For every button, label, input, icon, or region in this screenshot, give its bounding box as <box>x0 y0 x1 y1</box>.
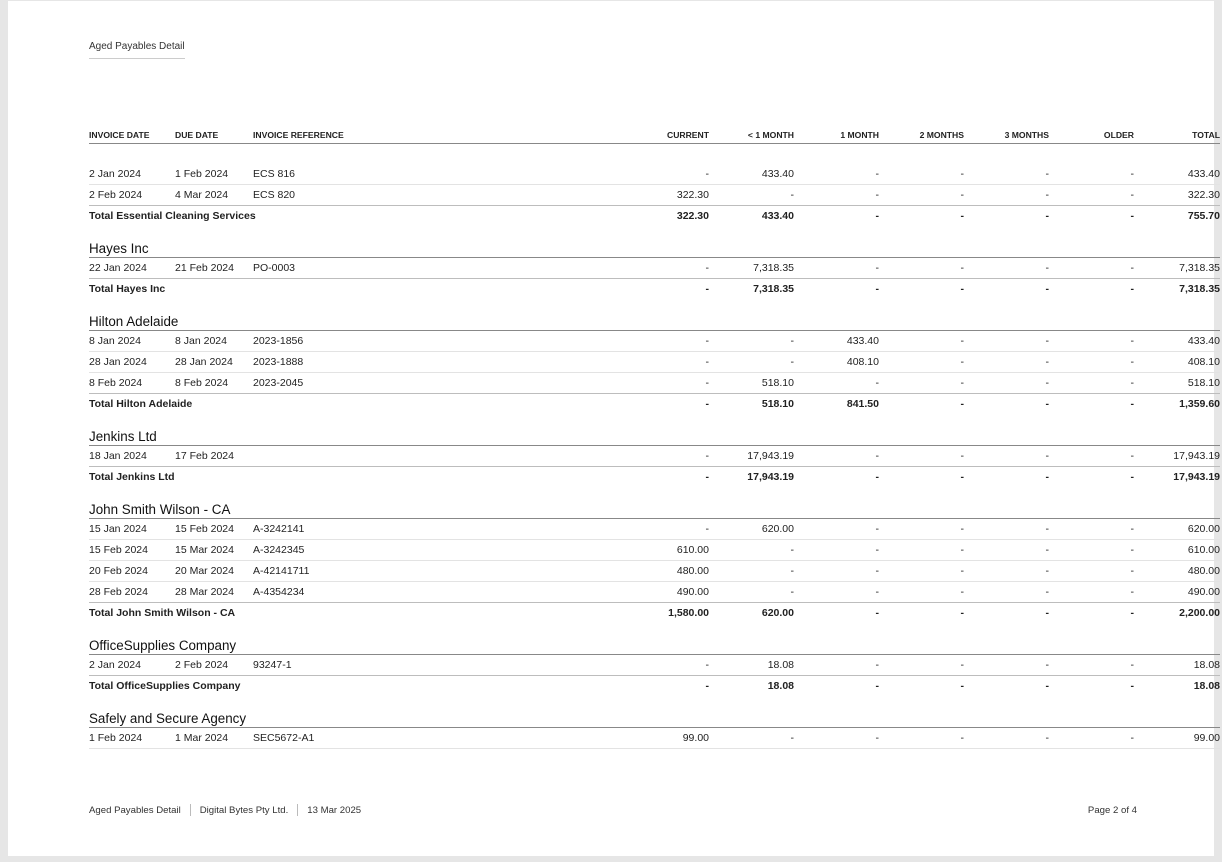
cell-current: 490.00 <box>624 582 709 603</box>
cell-1-month: - <box>794 446 879 467</box>
total-cell-2-months: - <box>960 471 964 483</box>
col-header-spacer <box>383 127 624 144</box>
footer-date: 13 Mar 2025 <box>307 804 362 816</box>
supplier-name: Hayes Inc <box>89 237 1220 258</box>
cell-2-months: - <box>879 582 964 603</box>
table-body <box>89 144 1220 749</box>
cell-2-months: - <box>879 352 964 373</box>
total-cell-current: 322.30 <box>676 210 709 222</box>
total-cell-2-months: - <box>960 398 964 410</box>
supplier-name: Hilton Adelaide <box>89 310 1220 331</box>
total-cell-total: 755.70 <box>1187 210 1220 222</box>
cell-older: - <box>1049 258 1134 279</box>
cell-2-months: - <box>879 519 964 540</box>
group-gap <box>89 696 1220 707</box>
cell-invoice-date: 8 Feb 2024 <box>89 373 175 394</box>
cell-spacer <box>383 540 624 561</box>
cell-1-month: 408.10 <box>794 352 879 373</box>
cell-older: - <box>1049 728 1134 749</box>
cell-spacer <box>383 561 624 582</box>
supplier-header-row <box>89 634 1220 655</box>
cell-2-months: - <box>879 331 964 352</box>
cell-total: 490.00 <box>1134 582 1220 603</box>
table-row <box>89 561 1220 582</box>
total-cell-current: - <box>705 398 709 410</box>
cell-1-month: 433.40 <box>794 331 879 352</box>
cell-invoice-date: 28 Feb 2024 <box>89 582 175 603</box>
cell-less-1-month: - <box>709 185 794 206</box>
cell-3-months: - <box>964 331 1049 352</box>
cell-1-month: - <box>794 561 879 582</box>
cell-current: - <box>624 373 709 394</box>
total-cell-3-months: - <box>1045 398 1049 410</box>
total-cell-older: - <box>1130 210 1134 222</box>
total-label: Total John Smith Wilson - CA <box>89 607 236 619</box>
cell-3-months: - <box>964 373 1049 394</box>
cell-total: 322.30 <box>1134 185 1220 206</box>
cell-spacer <box>383 331 624 352</box>
table-row <box>89 519 1220 540</box>
cell-current: - <box>624 446 709 467</box>
total-cell-total: 18.08 <box>1193 680 1220 692</box>
total-label: Total Hayes Inc <box>89 283 166 295</box>
total-cell-older: - <box>1130 680 1134 692</box>
cell-1-month: - <box>794 540 879 561</box>
cell-current: - <box>624 655 709 676</box>
cell-due-date: 21 Feb 2024 <box>175 258 253 279</box>
cell-less-1-month: 518.10 <box>709 373 794 394</box>
table-row <box>89 446 1220 467</box>
cell-due-date: 2 Feb 2024 <box>175 655 253 676</box>
total-cell-older: - <box>1130 607 1134 619</box>
col-header-invoice-reference: INVOICE REFERENCE <box>253 127 383 144</box>
cell-invoice-reference: PO-0003 <box>253 258 383 279</box>
cell-less-1-month: 18.08 <box>709 655 794 676</box>
cell-due-date: 8 Feb 2024 <box>175 373 253 394</box>
supplier-header-row <box>89 425 1220 446</box>
cell-spacer <box>383 519 624 540</box>
cell-invoice-reference: A-4354234 <box>253 582 383 603</box>
table-row <box>89 258 1220 279</box>
cell-invoice-date: 18 Jan 2024 <box>89 446 175 467</box>
table-row <box>89 540 1220 561</box>
cell-invoice-reference: ECS 816 <box>253 164 383 185</box>
cell-due-date: 15 Feb 2024 <box>175 519 253 540</box>
cell-older: - <box>1049 352 1134 373</box>
cell-1-month: - <box>794 519 879 540</box>
total-cell-less-1-month: 7,318.35 <box>753 283 794 295</box>
gap-cell <box>89 623 1220 634</box>
cell-2-months: - <box>879 258 964 279</box>
cell-invoice-reference: SEC5672-A1 <box>253 728 383 749</box>
cell-2-months: - <box>879 185 964 206</box>
cell-spacer <box>383 185 624 206</box>
cell-due-date: 1 Feb 2024 <box>175 164 253 185</box>
cell-total: 408.10 <box>1134 352 1220 373</box>
cell-older: - <box>1049 561 1134 582</box>
cell-3-months: - <box>964 519 1049 540</box>
cell-invoice-reference: 2023-2045 <box>253 373 383 394</box>
cell-current: - <box>624 352 709 373</box>
cell-2-months: - <box>879 373 964 394</box>
total-cell-less-1-month: 433.40 <box>761 210 794 222</box>
cell-1-month: - <box>794 258 879 279</box>
page-footer <box>89 804 1137 816</box>
cell-older: - <box>1049 373 1134 394</box>
col-header-due-date: DUE DATE <box>175 127 253 144</box>
table-row <box>89 373 1220 394</box>
cell-3-months: - <box>964 185 1049 206</box>
total-cell-3-months: - <box>1045 471 1049 483</box>
group-total-row <box>89 394 1220 415</box>
cell-total: 620.00 <box>1134 519 1220 540</box>
supplier-header-row <box>89 498 1220 519</box>
cell-less-1-month: 7,318.35 <box>709 258 794 279</box>
cell-2-months: - <box>879 540 964 561</box>
supplier-header-row <box>89 310 1220 331</box>
group-gap <box>89 299 1220 310</box>
supplier-name: Jenkins Ltd <box>89 425 1220 446</box>
cell-invoice-reference: ECS 820 <box>253 185 383 206</box>
footer-divider <box>190 804 191 816</box>
group-total-row <box>89 206 1220 227</box>
group-gap <box>89 623 1220 634</box>
cell-less-1-month: - <box>709 540 794 561</box>
supplier-header-row <box>89 237 1220 258</box>
group-gap <box>89 414 1220 425</box>
group-total-row <box>89 676 1220 697</box>
total-label: Total OfficeSupplies Company <box>89 680 241 692</box>
cell-older: - <box>1049 655 1134 676</box>
cell-due-date: 28 Mar 2024 <box>175 582 253 603</box>
cell-current: 99.00 <box>624 728 709 749</box>
cell-3-months: - <box>964 540 1049 561</box>
table-header-row <box>89 127 1220 144</box>
total-cell-older: - <box>1130 471 1134 483</box>
cell-due-date: 1 Mar 2024 <box>175 728 253 749</box>
cell-less-1-month: - <box>709 352 794 373</box>
table-row <box>89 185 1220 206</box>
cell-older: - <box>1049 446 1134 467</box>
cell-less-1-month: - <box>709 561 794 582</box>
aged-payables-table <box>89 127 1220 749</box>
total-cell-total: 2,200.00 <box>1179 607 1220 619</box>
total-cell-total: 7,318.35 <box>1179 283 1220 295</box>
cell-older: - <box>1049 331 1134 352</box>
total-cell-less-1-month: 18.08 <box>767 680 794 692</box>
total-cell-1-month: - <box>875 680 879 692</box>
cell-due-date: 20 Mar 2024 <box>175 561 253 582</box>
total-cell-less-1-month: 518.10 <box>761 398 794 410</box>
group-gap <box>89 487 1220 498</box>
cell-1-month: - <box>794 582 879 603</box>
cell-spacer <box>383 655 624 676</box>
cell-total: 17,943.19 <box>1134 446 1220 467</box>
table-row <box>89 582 1220 603</box>
table-row <box>89 331 1220 352</box>
cell-invoice-date: 20 Feb 2024 <box>89 561 175 582</box>
cell-3-months: - <box>964 655 1049 676</box>
cell-older: - <box>1049 519 1134 540</box>
cell-less-1-month: 433.40 <box>709 164 794 185</box>
spacer-cell <box>89 144 1220 165</box>
cell-2-months: - <box>879 561 964 582</box>
cell-invoice-date: 8 Jan 2024 <box>89 331 175 352</box>
cell-3-months: - <box>964 728 1049 749</box>
cell-invoice-date: 22 Jan 2024 <box>89 258 175 279</box>
cell-less-1-month: 620.00 <box>709 519 794 540</box>
col-header-invoice-date: INVOICE DATE <box>89 127 175 144</box>
cell-current: - <box>624 519 709 540</box>
cell-current: 610.00 <box>624 540 709 561</box>
total-cell-1-month: - <box>875 471 879 483</box>
col-header-less-1-month: < 1 MONTH <box>709 127 794 144</box>
col-header-older: OLDER <box>1049 127 1134 144</box>
total-cell-3-months: - <box>1045 210 1049 222</box>
cell-current: - <box>624 331 709 352</box>
cell-3-months: - <box>964 258 1049 279</box>
total-cell-total: 1,359.60 <box>1179 398 1220 410</box>
total-cell-3-months: - <box>1045 607 1049 619</box>
cell-spacer <box>383 728 624 749</box>
cell-3-months: - <box>964 582 1049 603</box>
cell-invoice-reference: 2023-1856 <box>253 331 383 352</box>
footer-page-number: Page 2 of 4 <box>1087 804 1137 816</box>
cell-current: - <box>624 164 709 185</box>
table-row <box>89 655 1220 676</box>
cell-total: 610.00 <box>1134 540 1220 561</box>
total-cell-3-months: - <box>1045 283 1049 295</box>
cell-2-months: - <box>879 728 964 749</box>
cell-total: 518.10 <box>1134 373 1220 394</box>
total-cell-current: 1,580.00 <box>668 607 709 619</box>
cell-due-date: 15 Mar 2024 <box>175 540 253 561</box>
group-total-row <box>89 279 1220 300</box>
cell-invoice-reference <box>253 446 383 467</box>
cell-total: 99.00 <box>1134 728 1220 749</box>
total-cell-total: 17,943.19 <box>1173 471 1220 483</box>
col-header-3-months: 3 MONTHS <box>964 127 1049 144</box>
cell-due-date: 17 Feb 2024 <box>175 446 253 467</box>
total-cell-1-month: 841.50 <box>846 398 879 410</box>
cell-spacer <box>383 164 624 185</box>
total-cell-current: - <box>705 283 709 295</box>
col-header-1-month: 1 MONTH <box>794 127 879 144</box>
cell-2-months: - <box>879 655 964 676</box>
total-cell-1-month: - <box>875 210 879 222</box>
cell-spacer <box>383 446 624 467</box>
cell-invoice-reference: A-42141711 <box>253 561 383 582</box>
supplier-name: Safely and Secure Agency <box>89 707 1220 728</box>
cell-invoice-date: 2 Jan 2024 <box>89 655 175 676</box>
cell-spacer <box>383 582 624 603</box>
cell-invoice-date: 15 Feb 2024 <box>89 540 175 561</box>
col-header-current: CURRENT <box>624 127 709 144</box>
total-cell-older: - <box>1130 398 1134 410</box>
cell-3-months: - <box>964 561 1049 582</box>
table-row <box>89 352 1220 373</box>
col-header-total: TOTAL <box>1134 127 1220 144</box>
total-cell-3-months: - <box>1045 680 1049 692</box>
total-cell-current: - <box>705 471 709 483</box>
cell-spacer <box>383 373 624 394</box>
total-cell-less-1-month: 620.00 <box>761 607 794 619</box>
cell-total: 433.40 <box>1134 331 1220 352</box>
cell-current: - <box>624 258 709 279</box>
gap-cell <box>89 226 1220 237</box>
gap-cell <box>89 299 1220 310</box>
cell-spacer <box>383 352 624 373</box>
cell-invoice-reference: A-3242141 <box>253 519 383 540</box>
cell-invoice-reference: 93247-1 <box>253 655 383 676</box>
cell-invoice-reference: A-3242345 <box>253 540 383 561</box>
footer-report-name: Aged Payables Detail <box>89 804 181 816</box>
total-label: Total Essential Cleaning Services <box>89 210 256 222</box>
supplier-header-row <box>89 707 1220 728</box>
cell-2-months: - <box>879 164 964 185</box>
report-title: Aged Payables Detail <box>89 41 185 59</box>
supplier-name: OfficeSupplies Company <box>89 634 1220 655</box>
gap-cell <box>89 414 1220 425</box>
cell-older: - <box>1049 540 1134 561</box>
group-gap <box>89 226 1220 237</box>
cell-invoice-date: 2 Jan 2024 <box>89 164 175 185</box>
cell-total: 433.40 <box>1134 164 1220 185</box>
total-cell-current: - <box>705 680 709 692</box>
cell-total: 18.08 <box>1134 655 1220 676</box>
report-page <box>8 1 1220 856</box>
cell-2-months: - <box>879 446 964 467</box>
gap-cell <box>89 487 1220 498</box>
cell-older: - <box>1049 164 1134 185</box>
cell-due-date: 4 Mar 2024 <box>175 185 253 206</box>
cell-1-month: - <box>794 185 879 206</box>
total-cell-2-months: - <box>960 607 964 619</box>
cell-invoice-reference: 2023-1888 <box>253 352 383 373</box>
cell-less-1-month: - <box>709 331 794 352</box>
footer-company: Digital Bytes Pty Ltd. <box>199 804 289 816</box>
total-cell-2-months: - <box>960 210 964 222</box>
table-row <box>89 728 1220 749</box>
cell-3-months: - <box>964 164 1049 185</box>
footer-divider <box>297 804 298 816</box>
cell-older: - <box>1049 582 1134 603</box>
total-cell-1-month: - <box>875 607 879 619</box>
total-cell-less-1-month: 17,943.19 <box>747 471 794 483</box>
group-total-row <box>89 467 1220 488</box>
cell-invoice-date: 1 Feb 2024 <box>89 728 175 749</box>
cell-total: 7,318.35 <box>1134 258 1220 279</box>
cell-older: - <box>1049 185 1134 206</box>
cell-less-1-month: 17,943.19 <box>709 446 794 467</box>
cell-invoice-date: 15 Jan 2024 <box>89 519 175 540</box>
supplier-name: John Smith Wilson - CA <box>89 498 1220 519</box>
total-cell-1-month: - <box>875 283 879 295</box>
cell-3-months: - <box>964 446 1049 467</box>
cell-current: 480.00 <box>624 561 709 582</box>
total-cell-2-months: - <box>960 680 964 692</box>
table-row <box>89 164 1220 185</box>
group-total-row <box>89 603 1220 624</box>
total-cell-2-months: - <box>960 283 964 295</box>
col-header-2-months: 2 MONTHS <box>879 127 964 144</box>
cell-current: 322.30 <box>624 185 709 206</box>
gap-cell <box>89 696 1220 707</box>
cell-1-month: - <box>794 164 879 185</box>
cell-spacer <box>383 258 624 279</box>
total-cell-older: - <box>1130 283 1134 295</box>
cell-due-date: 28 Jan 2024 <box>175 352 253 373</box>
cell-3-months: - <box>964 352 1049 373</box>
total-label: Total Hilton Adelaide <box>89 398 193 410</box>
spacer-row <box>89 144 1220 165</box>
cell-total: 480.00 <box>1134 561 1220 582</box>
cell-less-1-month: - <box>709 728 794 749</box>
cell-due-date: 8 Jan 2024 <box>175 331 253 352</box>
cell-1-month: - <box>794 373 879 394</box>
cell-invoice-date: 28 Jan 2024 <box>89 352 175 373</box>
cell-less-1-month: - <box>709 582 794 603</box>
total-label: Total Jenkins Ltd <box>89 471 175 483</box>
cell-1-month: - <box>794 655 879 676</box>
cell-1-month: - <box>794 728 879 749</box>
cell-invoice-date: 2 Feb 2024 <box>89 185 175 206</box>
